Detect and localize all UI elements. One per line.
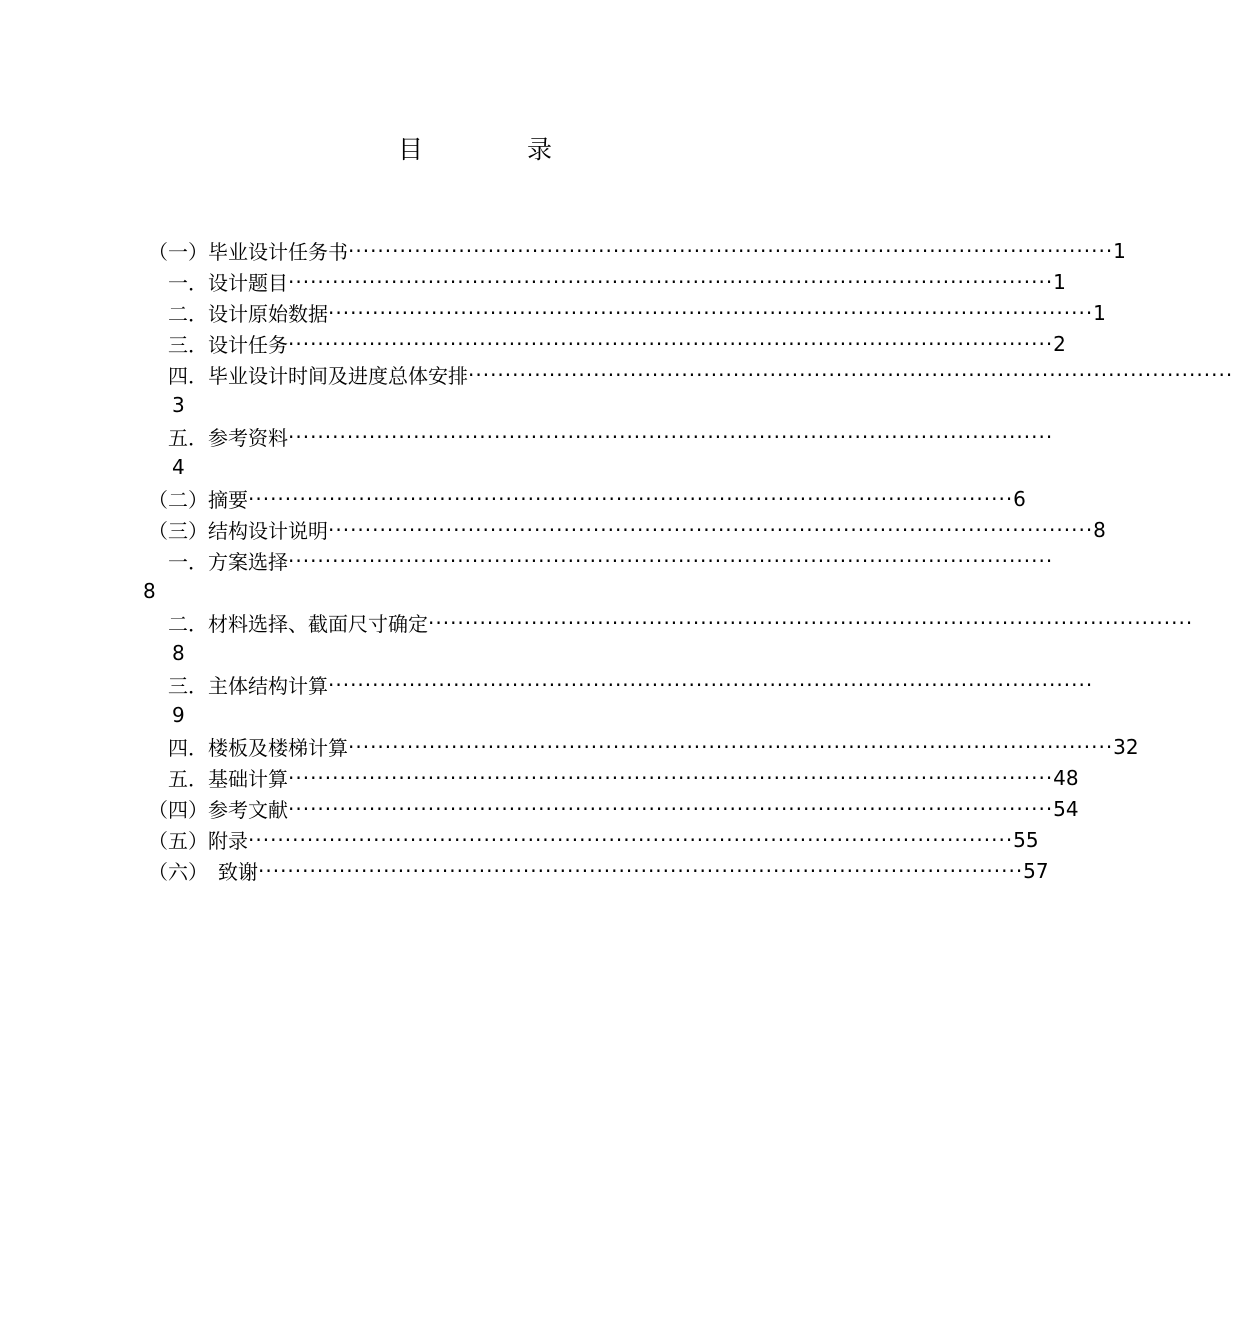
toc-leader-dots: ········································································································ (348, 238, 1114, 263)
toc-entry-label: 四．楼板及楼梯计算 (148, 736, 348, 760)
toc-entry-label: 五．基础计算 (148, 767, 288, 791)
toc-entry[interactable] (148, 359, 1233, 390)
toc-entry[interactable] (148, 235, 1126, 266)
toc-leader-dots: ········································································································ (468, 362, 1233, 387)
toc-entry-page: 48 (1053, 765, 1079, 790)
toc-leader-dots: ········································································································ (288, 548, 1054, 573)
toc-entry[interactable] (148, 266, 1066, 297)
toc-entry-label: （五）附录 (148, 829, 248, 853)
toc-leader-dots: ········································································································ (248, 486, 1014, 511)
toc-entry-label: 二．材料选择、截面尺寸确定 (148, 612, 428, 636)
toc-entry[interactable] (148, 793, 1079, 824)
page-title: 目 录 (398, 135, 600, 164)
toc-entry[interactable] (148, 762, 1079, 793)
toc-entry[interactable] (148, 483, 1026, 514)
toc-leader-dots: ········································································································ (288, 331, 1054, 356)
toc-entry[interactable] (148, 824, 1039, 855)
toc-leader-dots: ········································································································ (248, 827, 1014, 852)
toc-leader-dots: ········································································································ (288, 424, 1054, 449)
toc-entry-page: 1 (1113, 238, 1126, 263)
toc-entry-label: 四．毕业设计时间及进度总体安排 (148, 364, 468, 388)
toc-entry-page: 8 (172, 641, 185, 665)
toc-leader-dots: ········································································································ (328, 672, 1094, 697)
toc-entry[interactable] (148, 855, 1049, 886)
toc-entry-page: 8 (1093, 517, 1106, 542)
toc-entry-label: 五．参考资料 (148, 426, 288, 450)
toc-entry-label: 二．设计原始数据 (148, 302, 328, 326)
toc-entry-page: 2 (1053, 331, 1066, 356)
toc-entry-page: 32 (1113, 734, 1139, 759)
toc-leader-dots: ········································································································ (428, 610, 1194, 635)
toc-entry-label: 三．主体结构计算 (148, 674, 328, 698)
toc-entry-page: 1 (1053, 269, 1066, 294)
toc-leader-dots: ········································································································ (288, 765, 1054, 790)
toc-entry-label: （三）结构设计说明 (148, 519, 328, 543)
toc-entry-label: 一．方案选择 (148, 550, 288, 574)
toc-entry-label: （一）毕业设计任务书 (148, 240, 348, 264)
toc-entry-page: 9 (172, 703, 185, 727)
toc-entry-page: 1 (1093, 300, 1106, 325)
toc-entry[interactable] (148, 328, 1066, 359)
toc-entry[interactable] (148, 545, 1054, 576)
toc-entry[interactable] (148, 607, 1194, 638)
toc-leader-dots: ········································································································ (348, 734, 1114, 759)
toc-entry-label: （二）摘要 (148, 488, 248, 512)
toc-entry-label: （六） 致谢 (148, 860, 258, 884)
toc-entry-page: 55 (1013, 827, 1039, 852)
toc-entry[interactable] (148, 731, 1139, 762)
toc-entry-page: 57 (1023, 858, 1049, 883)
toc-entry[interactable] (148, 421, 1054, 452)
toc-leader-dots: ········································································································ (288, 796, 1054, 821)
toc-leader-dots: ········································································································ (258, 858, 1024, 883)
toc-leader-dots: ········································································································ (328, 517, 1094, 542)
toc-entry[interactable] (148, 297, 1106, 328)
toc-entry-label: （四）参考文献 (148, 798, 288, 822)
toc-entry-page: 4 (172, 455, 185, 479)
toc-entry[interactable] (148, 669, 1094, 700)
toc-entry-page: 54 (1053, 796, 1079, 821)
toc-entry-label: 三．设计任务 (148, 333, 288, 357)
toc-entry-page: 8 (143, 579, 156, 603)
toc-entry-label: 一．设计题目 (148, 271, 288, 295)
toc-entry-page: 3 (172, 393, 185, 417)
toc-entry[interactable] (148, 514, 1106, 545)
toc-leader-dots: ········································································································ (288, 269, 1054, 294)
toc-entry-page: 6 (1013, 486, 1026, 511)
toc-leader-dots: ········································································································ (328, 300, 1094, 325)
